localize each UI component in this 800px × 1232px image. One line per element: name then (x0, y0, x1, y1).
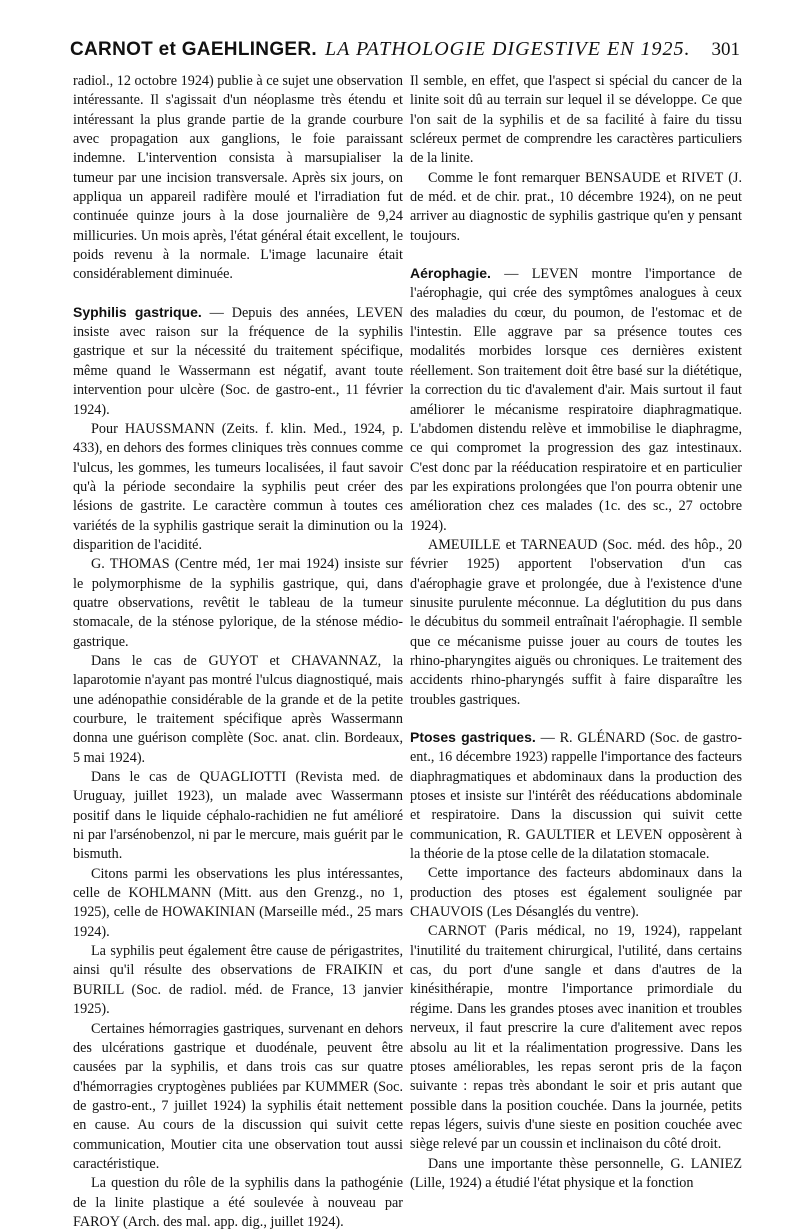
paragraph: Citons parmi les observations les plus intéressantes, celle de KOHLMANN (Mitt. aus den Grenzg., no 1, 1925), celle de HOWAKINIAN (Marseille méd., 25 mars 1924). (73, 865, 403, 940)
paragraph: G. THOMAS (Centre méd, 1er mai 1924) insiste sur le polymorphisme de la syphilis gastrique, qui, dans quatre observations, revêtit le tableau de la tumeur stomacale, de la sténose pylorique, de la sténose médio-gastrique. (73, 556, 403, 650)
section-heading: Syphilis gastrique. (73, 303, 202, 320)
paragraph: AMEUILLE et TARNEAUD (Soc. méd. des hôp., 20 février 1925) apportent l'observation d'un cas d'aérophagie grave et prolongée, due à l'existence d'une sinusite purulente méconnue. La déglutition du pus dans le décubitus du sommeil entraînait l'aérophagie. Il semble que ce mécanisme puisse jouer au cours de toutes les rhino-pharyngites aiguës ou chroniques. Le traitement des accidents rhino-pharyngés suffit à faire disparaître les troubles gastriques. (410, 536, 742, 708)
paragraph: Dans le cas de GUYOT et CHAVANNAZ, la laparotomie n'ayant pas montré l'ulcus diagnostiqué, mais une adénopathie considérable de la grande et de la petite courbure, le traitement spécifique après Wassermann donna une guérison complète (Soc. anat. clin. Bordeaux, 5 mai 1924). (73, 652, 403, 766)
left-column (73, 72, 403, 1230)
section-heading: Aérophagie. (410, 265, 491, 282)
paragraph: Cette importance des facteurs abdominaux dans la production des ptoses est également soulignée par CHAUVOIS (Les Désanglés du ventre). (410, 865, 742, 921)
paragraph: Pour HAUSSMANN (Zeits. f. klin. Med., 1924, p. 433), en dehors des formes cliniques très connues comme l'ulcus, les gommes, les tumeurs localisées, il faut savoir qu'à la période secondaire la syphilis peut créer des lésions de gastrite. Le caractère commun à toutes ces variétés de la syphilis gastrique serait la diminution ou la disparition de l'acidité. (73, 420, 403, 553)
paragraph: La syphilis peut également être cause de périgastrites, ainsi qu'il résulte des observations de FRAIKIN et BURILL (Soc. de radiol. méd. de France, 13 janvier 1925). (73, 943, 403, 1018)
paragraph: La question du rôle de la syphilis dans la pathogénie de la linite plastique a été soulevée à nouveau par FAROY (Arch. des mal. app. dig., juillet 1924). (73, 1175, 403, 1230)
section-ptoses-gastriques: Ptoses gastriques. — R. GLÉNARD (Soc. de gastro-ent., 16 décembre 1923) rappelle l'importance des facteurs diaphragmatiques et abdominaux dans la production des ptoses et insiste sur l'intérêt des rééducations abdominale et respiratoire. Dans la discussion qui suivit cette communication, R. GAULTIER et LEVEN opposèrent à la théorie de la ptose celle de la dilatation stomacale. (410, 729, 742, 863)
right-column (410, 72, 742, 1191)
paragraph: CARNOT (Paris médical, no 19, 1924), rappelant l'inutilité du traitement chirurgical, l'utilité, dans certains cas, du port d'une sangle et dans d'autres de la kinésithérapie, montre l'importance primordiale du régime. Dans les grandes ptoses avec inanition et troubles nerveux, il faut prescrire la cure d'alitement avec repos absolu au lit et la réalimentation progressive. Dans les ptoses améliorables, les repas seront pris de la façon suivante : repas très abondant le soir et pris autant que possible dans la position couchée. Dans la journée, petits repas légers, suivis d'une sieste en position couchée avec siège relevé par un coussin et inclinaison du côté droit. (410, 923, 742, 1153)
paragraph: Dans une importante thèse personnelle, G. LANIEZ (Lille, 1924) a étudié l'état physique et la fonction (410, 1155, 742, 1191)
paragraph: Dans le cas de QUAGLIOTTI (Revista med. de Uruguay, juillet 1923), un malade avec Wassermann positif dans le liquide céphalo-rachidien ne fut amélioré ni par l'arsénobenzol, ni par le mercure, mais guérit par le bismuth. (73, 769, 403, 863)
section-syphilis-gastrique: Syphilis gastrique. — Depuis des années, LEVEN insiste avec raison sur la fréquence de la syphilis gastrique et sur la nécessité du traitement spécifique, même quand le Wassermann est négatif, avant toute intervention pour ulcère (Soc. de gastro-ent., 11 février 1924). (73, 303, 403, 418)
section-heading: Ptoses gastriques. (410, 729, 536, 745)
running-head-title: LA PATHOLOGIE DIGESTIVE EN 1925. (324, 38, 691, 60)
page-header (70, 38, 740, 68)
paragraph: radiol., 12 octobre 1924) publie à ce sujet une observation intéressante. Il s'agissait d'un néoplasme très étendu et intéressant la plus grande partie de la grande courbure avec propagation aux ganglions, le foie paraissant indemne. L'intervention consista à marsupialiser la tumeur par une incision transversale. Après six jours, on appliqua un appareil radifère moulé et l'irradiation fut continuée quinze jours à la dose journalière de 9,24 millicuries. Un mois après, l'état général était excellent, le poids revenu à la normale. L'image lacunaire était considérablement diminuée. (73, 73, 403, 283)
section-aerophagie: Aérophagie. — LEVEN montre l'importance de l'aérophagie, qui crée des symptômes analogues à ceux des maladies du cœur, du poumon, de l'estomac et de l'intestin. Elle aggrave par sa présence toutes ces modalités morbides lorsque ces dernières existent réellement. Son traitement doit être basé sur la diététique, la correction du tic d'avalement d'air. Mais surtout il faut améliorer le mécanisme respiratoire diaphragmatique. L'abdomen distendu relève et immobilise le diaphragme, ce qui compromet la progression des gaz intestinaux. C'est donc par la rééducation respiratoire et en particulier par les expirations prolongées que l'on pourra obtenir une amélioration chez ces malades (1c. des sc., 27 octobre 1924). (410, 265, 742, 534)
paragraph: Certaines hémorragies gastriques, survenant en dehors des ulcérations gastrique et duodénale, peuvent être causées par la syphilis, et dans trois cas sur quatre d'hémorragies cryptogènes publiées par KUMMER (Soc. de gastro-ent., 7 juillet 1924) la syphilis était nettement en cause. Au cours de la discussion qui suivit cette communication, Moutier cita une observation tout aussi caractéristique. (73, 1020, 403, 1172)
paragraph: Il semble, en effet, que l'aspect si spécial du cancer de la linite soit dû au terrain sur lequel il se développe. Ce que l'on sait de la syphilis et de sa facilité à faire du tissu scléreux permet de comprendre les caractères particuliers de la linite. (410, 73, 742, 167)
page-number: 301 (711, 39, 740, 60)
paragraph: Comme le font remarquer BENSAUDE et RIVET (J. de méd. et de chir. prat., 10 décembre 1924), on ne peut arriver au diagnostic de syphilis gastrique qu'en y pensant toujours. (410, 169, 742, 244)
running-head-authors: CARNOT et GAEHLINGER. (70, 39, 317, 60)
